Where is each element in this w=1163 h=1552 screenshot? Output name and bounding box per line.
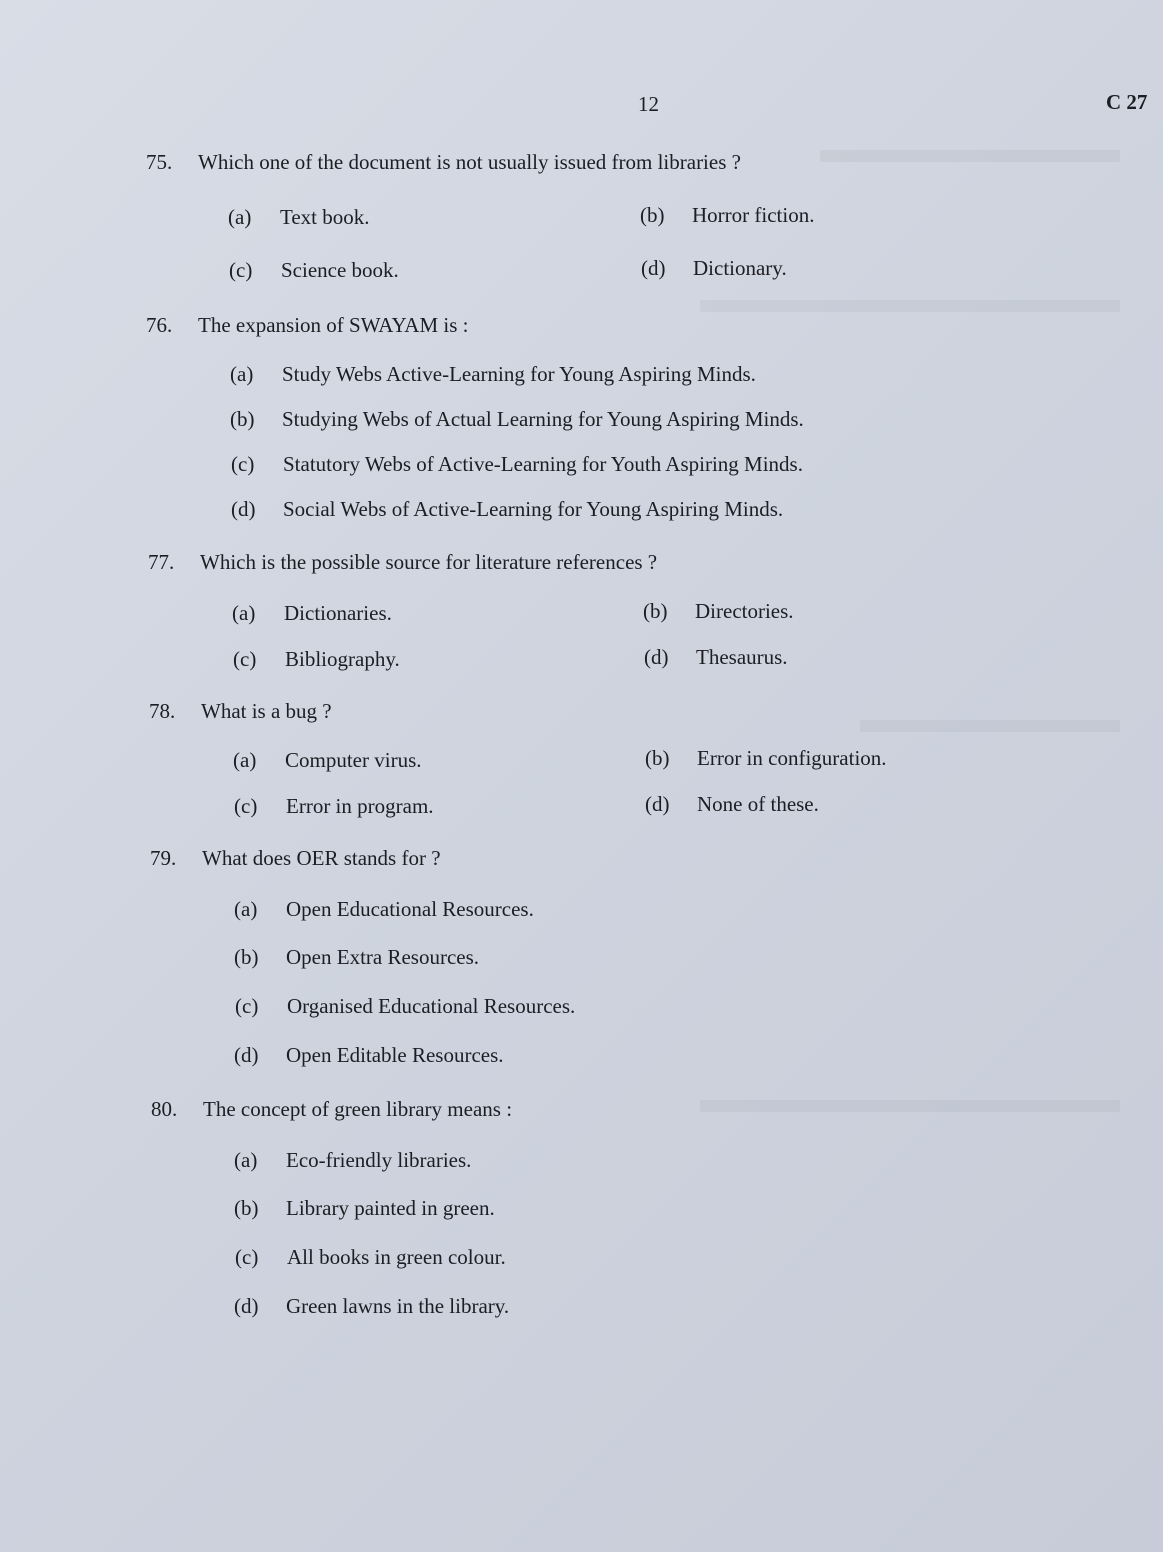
option-text: Open Editable Resources. bbox=[286, 1043, 504, 1067]
option-text: Eco-friendly libraries. bbox=[286, 1148, 472, 1172]
option-78b bbox=[645, 746, 887, 771]
option-76b bbox=[230, 407, 804, 432]
option-label: (d) bbox=[234, 1043, 259, 1067]
question-80 bbox=[151, 1097, 512, 1122]
option-text: Dictionaries. bbox=[284, 601, 392, 625]
option-text: Open Educational Resources. bbox=[286, 897, 534, 921]
option-label: (b) bbox=[230, 407, 255, 431]
option-text: Error in program. bbox=[286, 794, 434, 818]
reverse-page-bleed bbox=[700, 300, 1120, 312]
option-text: Social Webs of Active-Learning for Young Aspiring Minds. bbox=[283, 497, 784, 521]
question-77 bbox=[148, 550, 657, 575]
option-label: (d) bbox=[645, 792, 670, 816]
option-text: Organised Educational Resources. bbox=[287, 994, 576, 1018]
option-label: (a) bbox=[234, 897, 258, 921]
option-label: (b) bbox=[643, 599, 668, 623]
question-79 bbox=[150, 846, 441, 871]
option-75c bbox=[229, 258, 399, 283]
reverse-page-bleed bbox=[700, 1100, 1120, 1112]
option-label: (c) bbox=[234, 794, 258, 818]
option-text: Computer virus. bbox=[285, 748, 422, 772]
option-75d bbox=[641, 256, 787, 281]
question-76 bbox=[146, 313, 468, 338]
option-text: Studying Webs of Actual Learning for Young Aspiring Minds. bbox=[282, 407, 804, 431]
option-80c bbox=[235, 1245, 506, 1270]
option-80b bbox=[234, 1196, 495, 1221]
reverse-page-bleed bbox=[860, 720, 1120, 732]
option-76d bbox=[231, 497, 783, 522]
option-label: (a) bbox=[233, 748, 257, 772]
option-text: Statutory Webs of Active-Learning for Youth Aspiring Minds. bbox=[283, 452, 803, 476]
option-label: (d) bbox=[231, 497, 256, 521]
question-text: What is a bug ? bbox=[201, 699, 332, 723]
reverse-page-bleed bbox=[820, 150, 1120, 162]
question-number: 75. bbox=[146, 150, 173, 174]
option-text: None of these. bbox=[697, 792, 819, 816]
option-text: Open Extra Resources. bbox=[286, 945, 480, 969]
question-number: 79. bbox=[150, 846, 177, 870]
option-label: (a) bbox=[232, 601, 256, 625]
option-77a bbox=[232, 601, 392, 626]
option-text: Green lawns in the library. bbox=[286, 1294, 510, 1318]
option-label: (c) bbox=[235, 994, 259, 1018]
option-label: (d) bbox=[644, 645, 669, 669]
option-76c bbox=[231, 452, 803, 477]
question-number: 78. bbox=[149, 699, 176, 723]
option-80d bbox=[234, 1294, 509, 1319]
paper-code: C 27 bbox=[1106, 90, 1148, 114]
option-text: Horror fiction. bbox=[692, 203, 815, 227]
question-text: The expansion of SWAYAM is : bbox=[198, 313, 469, 337]
option-79b bbox=[234, 945, 479, 970]
option-75a bbox=[228, 205, 370, 230]
option-label: (d) bbox=[641, 256, 666, 280]
option-label: (b) bbox=[234, 945, 259, 969]
question-text: The concept of green library means : bbox=[203, 1097, 513, 1121]
option-text: Text book. bbox=[280, 205, 370, 229]
question-78 bbox=[149, 699, 332, 724]
option-label: (c) bbox=[231, 452, 255, 476]
option-text: Library painted in green. bbox=[286, 1196, 495, 1220]
option-label: (b) bbox=[640, 203, 665, 227]
question-text: Which one of the document is not usually issued from libraries ? bbox=[198, 150, 741, 174]
option-label: (b) bbox=[645, 746, 670, 770]
option-label: (c) bbox=[235, 1245, 259, 1269]
option-80a bbox=[234, 1148, 471, 1173]
option-text: All books in green colour. bbox=[287, 1245, 506, 1269]
option-text: Bibliography. bbox=[285, 647, 400, 671]
option-77b bbox=[643, 599, 794, 624]
question-number: 77. bbox=[148, 550, 175, 574]
option-label: (b) bbox=[234, 1196, 259, 1220]
option-label: (c) bbox=[229, 258, 253, 282]
question-75 bbox=[146, 150, 741, 175]
question-number: 80. bbox=[151, 1097, 178, 1121]
option-76a bbox=[230, 362, 756, 387]
option-79c bbox=[235, 994, 575, 1019]
option-77c bbox=[233, 647, 400, 672]
option-77d bbox=[644, 645, 788, 670]
page-number: 12 bbox=[638, 92, 659, 116]
option-label: (c) bbox=[233, 647, 257, 671]
question-text: Which is the possible source for literature references ? bbox=[200, 550, 658, 574]
option-label: (d) bbox=[234, 1294, 259, 1318]
option-text: Thesaurus. bbox=[696, 645, 788, 669]
option-78d bbox=[645, 792, 819, 817]
option-79d bbox=[234, 1043, 504, 1068]
option-text: Dictionary. bbox=[693, 256, 787, 280]
option-label: (a) bbox=[230, 362, 254, 386]
option-label: (a) bbox=[234, 1148, 258, 1172]
option-78a bbox=[233, 748, 422, 773]
option-79a bbox=[234, 897, 534, 922]
option-label: (a) bbox=[228, 205, 252, 229]
option-text: Error in configuration. bbox=[697, 746, 887, 770]
option-text: Science book. bbox=[281, 258, 399, 282]
option-text: Study Webs Active-Learning for Young Aspiring Minds. bbox=[282, 362, 756, 386]
question-number: 76. bbox=[146, 313, 173, 337]
option-78c bbox=[234, 794, 434, 819]
question-text: What does OER stands for ? bbox=[202, 846, 441, 870]
option-text: Directories. bbox=[695, 599, 794, 623]
option-75b bbox=[640, 203, 814, 228]
